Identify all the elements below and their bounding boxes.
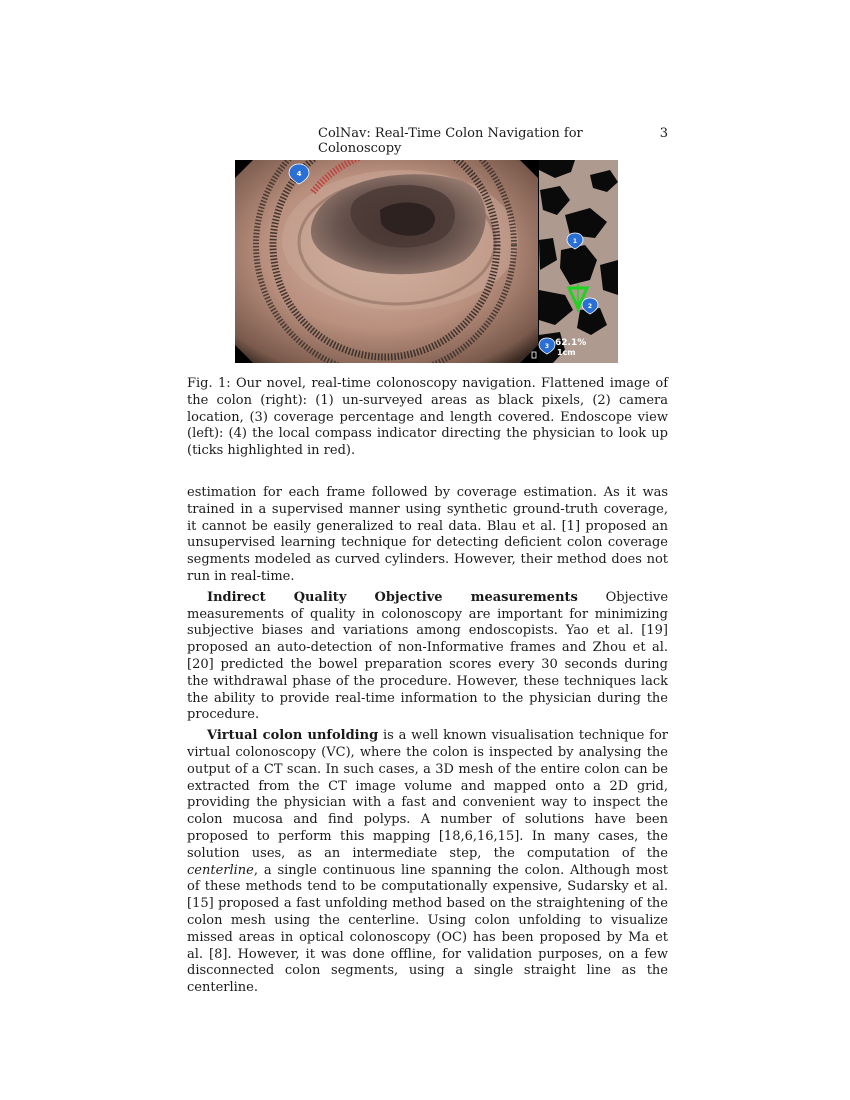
body-text — [187, 485, 668, 1001]
paragraph-2-heading: Indirect Quality Objective measurements — [207, 589, 578, 605]
running-header — [318, 126, 668, 156]
caption-text: Our novel, real-time colonoscopy navigation. Flattened image of the colon (right): (1) un-surveyed areas as black pixels, (2) camera location, (3) coverage percentage and length covered. Endoscope view (left): (4) the local compass indicator directing the physician to look up (ticks highlighted in red). — [187, 376, 669, 459]
page-number: 3 — [659, 126, 668, 141]
figure-1 — [235, 160, 618, 363]
paragraph-3 — [187, 728, 668, 997]
caption-label: Fig. 1: — [187, 376, 231, 391]
marker-3-label: 3 — [544, 343, 550, 350]
length-covered: 1cm — [557, 348, 576, 357]
paragraph-2-text: Objective measurements of quality in colonoscopy are important for minimizing subjective biases and variations among endoscopists. Yao et al. [19] proposed an auto-detection of non-Informative frames and Zhou et al. [20] predicted the bowel preparation scores every 30 seconds during the withdrawal phase of the procedure. However, these techniques lack the ability to provide real-time information to the physician during the procedure. — [187, 589, 669, 723]
paragraph-3-text-b: , a single continuous line spanning the colon. Although most of these methods tend to be computationally expensive, Sudarsky et al. [15] proposed a fast unfolding method based on the straightening of the colon mesh using the centerline. Using colon unfolding to visualize missed areas in optical colonoscopy (OC) has been proposed by Ma et al. [8]. However, it was done offline, for validation purposes, on a few disconnected colon segments, using a single straight line as the centerline. — [187, 862, 668, 996]
marker-4-label: 4 — [296, 170, 302, 178]
paragraph-2 — [187, 590, 668, 724]
paragraph-1 — [187, 485, 668, 586]
coverage-percentage: 62.1% — [555, 338, 587, 348]
paragraph-3-text-a: is a well known visualisation technique for virtual colonoscopy (VC), where the colon is inspected by analysing the output of a CT scan. In such cases, a 3D mesh of the entire colon can be extracted from the CT image volume and mapped onto a 2D grid, providing the physician with a fast and convenient way to inspect the colon mucosa and find polyps. A number of solutions have been proposed to perform this mapping [18,6,16,15]. In many cases, the solution uses, as an intermediate step, the computation of the — [187, 728, 668, 861]
paragraph-1-text: estimation for each frame followed by coverage estimation. As it was trained in a supervised manner using synthetic ground-truth coverage, it cannot be easily generalized to real data. Blau et al. [1] proposed an unsupervised learning technique for detecting deficient colon coverage segments modeled as curved cylinders. However, their method does not run in real-time. — [187, 485, 668, 584]
running-title: ColNav: Real-Time Colon Navigation for Colonoscopy — [318, 126, 583, 156]
paragraph-3-emphasis: centerline — [187, 862, 254, 878]
marker-1-label: 1 — [572, 238, 578, 245]
endoscope-view — [235, 160, 538, 363]
paragraph-3-heading: Virtual colon unfolding — [207, 728, 379, 744]
flattened-colon-view — [532, 160, 618, 363]
figure-caption — [187, 376, 668, 460]
marker-2-label: 2 — [587, 303, 593, 310]
